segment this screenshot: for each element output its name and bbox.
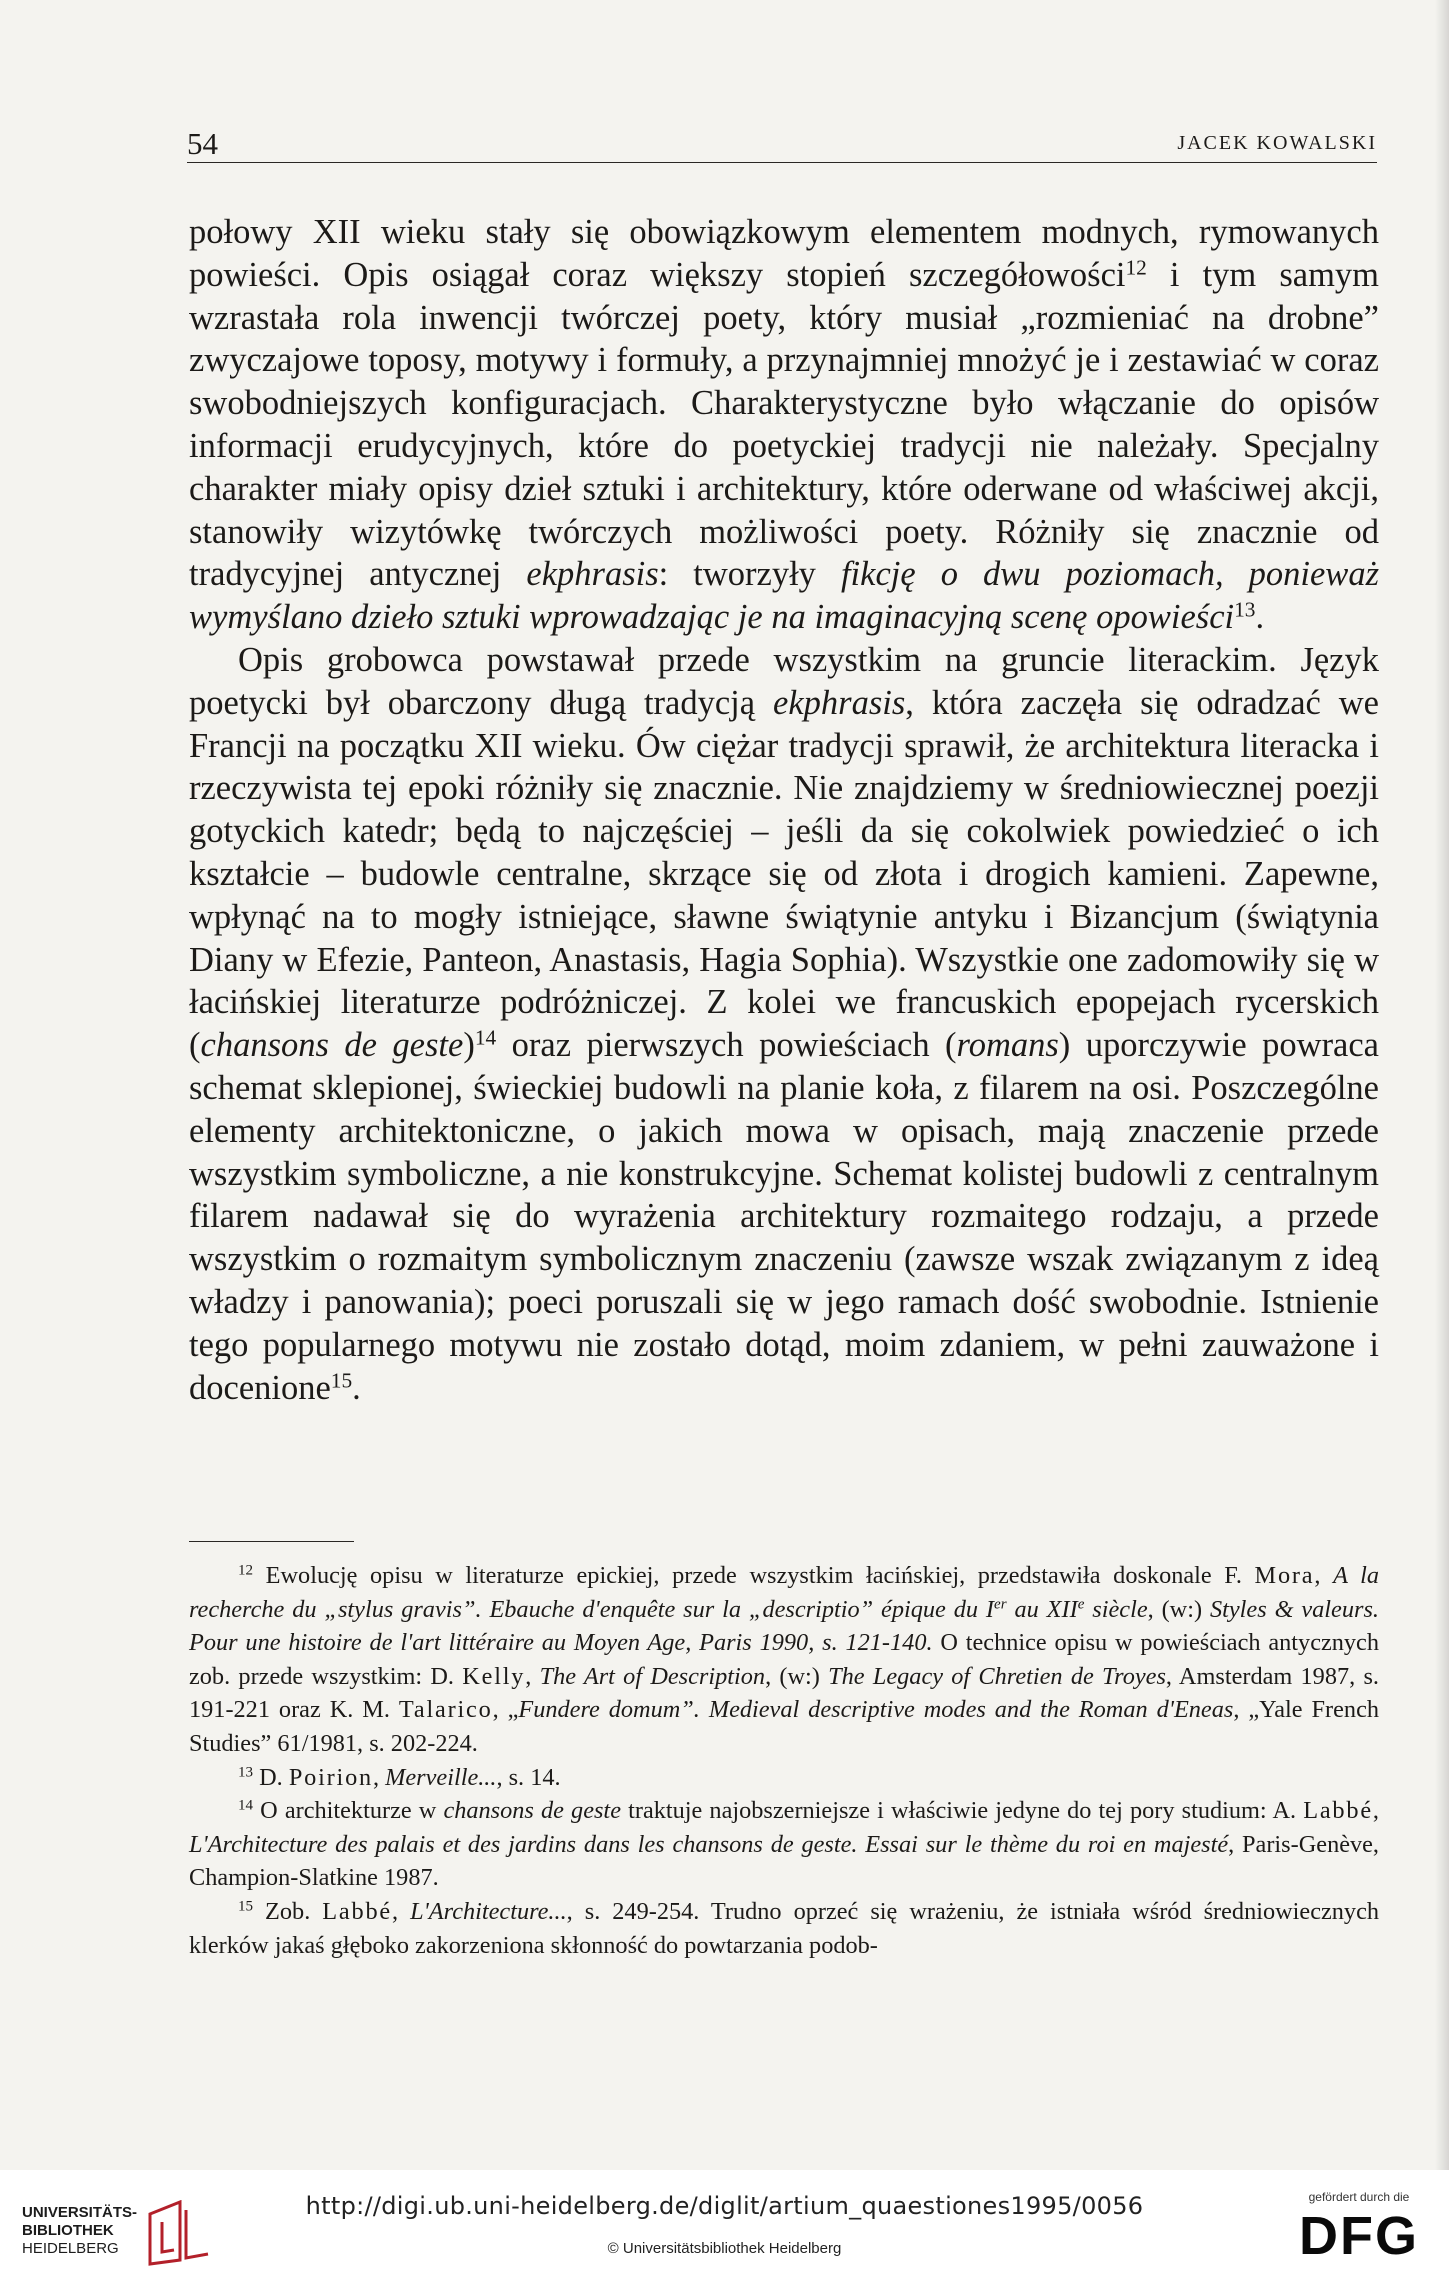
- permalink-url[interactable]: http://digi.ub.uni-heidelberg.de/diglit/artium_quaestiones1995/0056: [305, 2192, 1144, 2220]
- text-run: O architekturze w: [253, 1797, 444, 1825]
- text-run: .: [1255, 598, 1265, 637]
- text-run: ,: [525, 1662, 540, 1690]
- viewer-footer: [0, 2170, 1449, 2283]
- footnote-number: 12: [238, 1562, 254, 1579]
- italic-run: fikcję o dwu poziomach, ponieważ wymyślano dzieło sztuki wprowadzając je na imaginacyjną scenę opowieści: [189, 555, 1379, 637]
- footnote-number: 15: [238, 1898, 254, 1915]
- text-run: , „Yale French Studies” 61/1981, s. 202-224.: [189, 1696, 1379, 1757]
- italic-run: The Art of Description: [539, 1662, 766, 1690]
- text-run: , s. 14.: [496, 1763, 561, 1791]
- footnote-13: [189, 1761, 1379, 1795]
- italic-run: Styles & valeurs. Pour une histoire de l'art littéraire au Moyen Age, Paris 1990, s. 121-140.: [189, 1595, 1379, 1657]
- funder-block: [1299, 2190, 1419, 2270]
- italic-run: A la recherche du „stylus gravis”. Ebauche d'enquête sur la „descriptio” épique du I: [189, 1562, 1379, 1623]
- paragraph: [189, 211, 1379, 639]
- page-edge-shadow: [1435, 0, 1449, 2170]
- text-run: ,: [392, 1897, 411, 1925]
- body-text: [189, 211, 1379, 1409]
- text-run: : tworzyły: [658, 555, 841, 594]
- text-run: , (w:): [1147, 1595, 1210, 1623]
- footnote-number: 14: [238, 1797, 254, 1814]
- text-run: Ewolucję opisu w literaturze epickiej, przede wszystkim łacińskiej, przedstawiła doskonale F.: [253, 1562, 1255, 1589]
- library-name-line: UNIVERSITÄTS-: [22, 2204, 138, 2221]
- text-run: , która zaczęła się odradzać we Francji na początku XII wieku. Ów ciężar tradycji sprawił, że architektura literacka i rzeczywista tej epoki różniły się znacznie. Nie znajdziemy w średniowiecznej poezji gotyckich katedr; będą to najczęściej – jeśli da się cokolwiek powiedzieć o ich kształcie – budowle centralne, skrzące się od złota i drogich kamieni. Zapewne, wpłynąć na to mogły istniejące, sławne świątynie antyku i Bizancjum (świątynia Diany w Efezie, Panteon, Anastasis, Hagia Sophia). Wszystkie one zadomowiły się w łacińskiej literaturze podróżniczej. Z kolei we francuskich epopejach rycerskich (: [189, 683, 1379, 1065]
- italic-run: siècle: [1084, 1595, 1148, 1623]
- italic-run: chansons de geste: [200, 1026, 464, 1065]
- text-run: , s. 249-254. Trudno oprzeć się wrażeniu, że istniała wśród średniowiecznych klerków jakaś głęboko zakorzeniona skłonność do powtarzania podob-: [189, 1897, 1380, 1959]
- italic-run: L'Architecture...: [410, 1897, 567, 1925]
- text-run: ,: [1314, 1562, 1334, 1589]
- text-run: ): [463, 1026, 475, 1065]
- dfg-logo: DFG: [1299, 2206, 1419, 2266]
- library-name-line: HEIDELBERG: [22, 2240, 119, 2257]
- paragraph: [189, 639, 1379, 1409]
- text-run: O technice opisu w powieściach antycznych zob. przede wszystkim: D.: [189, 1629, 1379, 1690]
- text-run: Opis grobowca powstawał przede wszystkim na gruncie literackim. Język poetycki był obarczony długą tradycją: [189, 640, 1379, 722]
- text-run: i tym samym wzrastała rola inwencji twórczej poety, który musiał „rozmieniać na drobne” zwyczajowe toposy, motywy i formuły, a przynajmniej mnożyć je i zestawiać w coraz swobodniejszych konfiguracjach. Charakterystyczne było włączanie do opisów informacji erudycyjnych, które do poetyckiej tradycji nie należały. Specjalny charakter miały opisy dzieł sztuki i architektury, które oderwane od właściwej akcji, stanowiły wizytówkę twórczych możliwości poety. Różniły się znacznie od tradycyjnej antycznej: [189, 255, 1379, 594]
- text-run: traktuje najobszerniejsze i właściwie jedyne do tej pory studium: A.: [620, 1797, 1304, 1825]
- author-name: Labbé: [322, 1897, 392, 1925]
- author-name: Poirion: [288, 1763, 373, 1791]
- footnote-12: [189, 1559, 1379, 1761]
- italic-run: L'Architecture des palais et des jardins dans les chansons de geste. Essai sur le thème du roi en majesté: [189, 1830, 1229, 1858]
- superscript: e: [1077, 1596, 1085, 1613]
- text-run: D.: [253, 1763, 289, 1791]
- italic-run: chansons de geste: [443, 1797, 621, 1825]
- page-header: [187, 124, 1377, 164]
- footnote-number: 13: [238, 1764, 254, 1781]
- text-run: , „: [492, 1696, 519, 1724]
- footnote-14: [189, 1794, 1379, 1895]
- author-name: Kelly: [462, 1662, 526, 1690]
- header-rule: [187, 162, 1377, 163]
- footnote-15: [189, 1895, 1379, 1962]
- italic-run: au XII: [1006, 1595, 1078, 1623]
- library-name-line: BIBLIOTHEK: [22, 2222, 114, 2239]
- italic-run: ekphrasis: [526, 555, 659, 594]
- text-run: .: [352, 1368, 361, 1407]
- copyright-notice: © Universitätsbibliothek Heidelberg: [607, 2240, 842, 2257]
- footnote-ref-14: 14: [474, 1025, 497, 1050]
- author-name: Mora: [1254, 1562, 1315, 1589]
- superscript: er: [994, 1596, 1007, 1613]
- footnote-rule: [189, 1541, 354, 1542]
- text-run: ,: [1372, 1797, 1379, 1825]
- text-run: oraz pierwszych powieściach (: [496, 1026, 957, 1065]
- page-number: 54: [187, 126, 218, 161]
- text-run: ) uporczywie powraca schemat sklepionej, świeckiej budowli na planie koła, z filarem na osi. Poszczególne elementy architektoniczne, o jakich mowa w opisach, mają znaczenie przede wszystkim symboliczne, a nie konstrukcyjne. Schemat kolistej budowli z centralnym filarem nadawał się do wyrażenia architektury rozmaitego rodzaju, a przede wszystkim o rozmaitym symbolicznym znaczeniu (zawsze wszak związanym z ideą władzy i panowania); poeci poruszali się w jego ramach dość swobodnie. Istnienie tego popularnego motywu nie zostało dotąd, moim zdaniem, w pełni zauważone i docenione: [189, 1026, 1379, 1407]
- italic-run: ekphrasis: [773, 683, 906, 722]
- footnote-ref-13: 13: [1234, 597, 1256, 622]
- italic-run: Merveille...: [385, 1763, 497, 1791]
- text-run: połowy XII wieku stały się obowiązkowym elementem modnych, rymowanych powieści. Opis osiągał coraz większy stopień szczegółowości: [189, 213, 1379, 294]
- italic-run: romans: [956, 1026, 1059, 1065]
- italic-run: The Legacy of Chretien de Troyes: [828, 1662, 1166, 1690]
- footnote-ref-12: 12: [1125, 255, 1147, 280]
- italic-run: Fundere domum”. Medieval descriptive modes and the Roman d'Eneas: [518, 1696, 1234, 1724]
- text-run: , (w:): [765, 1662, 829, 1690]
- text-run: ,: [372, 1763, 386, 1791]
- text-run: , Amsterdam 1987, s. 191-221 oraz K. M.: [189, 1662, 1379, 1724]
- footnotes: [189, 1559, 1379, 1962]
- author-name: Talarico: [398, 1696, 493, 1724]
- text-run: Zob.: [253, 1897, 323, 1925]
- funder-caption: gefördert durch die: [1308, 2190, 1410, 2204]
- author-name: Labbé: [1303, 1797, 1373, 1825]
- text-run: , Paris-Genève, Champion-Slatkine 1987.: [189, 1830, 1380, 1892]
- footnote-ref-15: 15: [330, 1367, 353, 1392]
- running-head: JACEK KOWALSKI: [1177, 132, 1377, 154]
